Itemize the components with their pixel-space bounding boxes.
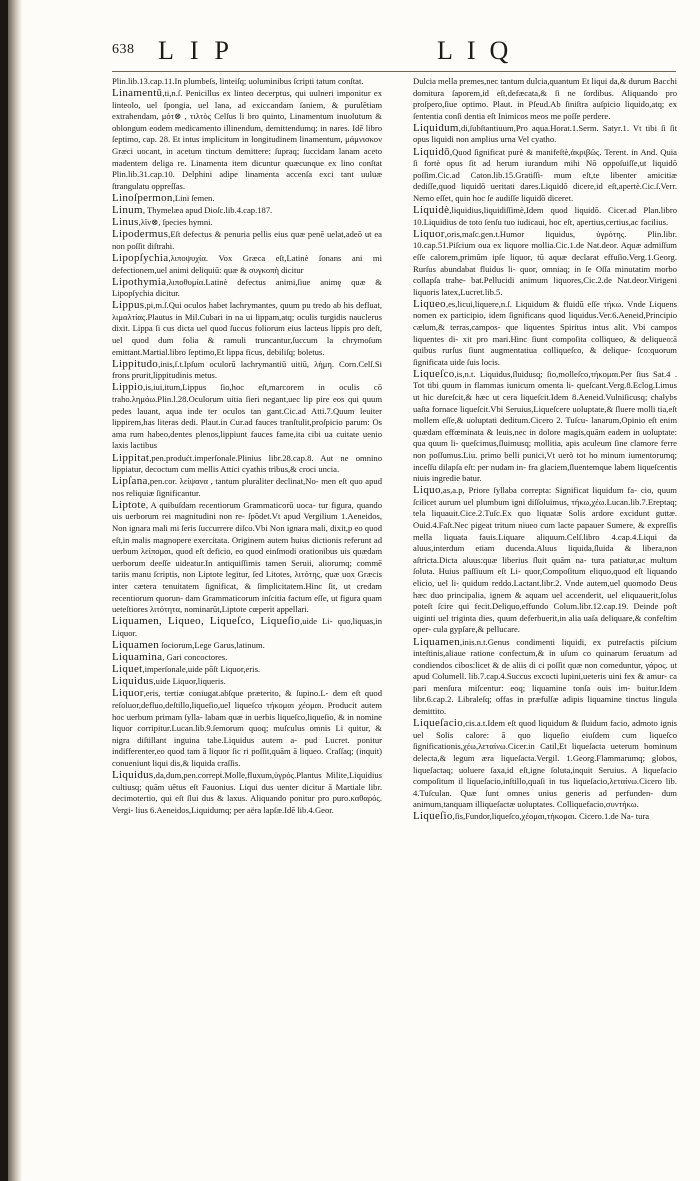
dictionary-entry — [413, 637, 677, 718]
dictionary-entry — [413, 718, 677, 811]
entry-headword: Liquamen, Liqueo, Liqueſco, Liqueſio — [112, 615, 301, 628]
entry-definition: Dulcia mella premes,nec tantum dulcia,quantum Et liqui da,& durum Bacchi domitura ſaporem,id eſt,defæcata,& ſi ne ſordibus. Aliquando pro proſpero,ſiue optimo. Plaut. in Pſeud.Ab ſiniſtra auſpicio liquido,atq; ex ſententia conſi dentia eſt Inimicos meos me poſſe perdere. — [413, 76, 677, 121]
dictionary-entry — [413, 485, 677, 636]
dictionary-entry — [112, 300, 382, 358]
dictionary-entry — [413, 299, 677, 369]
dictionary-entry — [112, 88, 382, 192]
header-rule — [112, 71, 676, 72]
dictionary-entry — [413, 147, 677, 205]
entry-definition: ,es,licui,liquere,n.ſ. Liquidum & fluidū eſſe τήκω. Vnde Liquens nomen ex participio, idem ſignificans quod liquidus.Ver.6.Aeneid,Principio cælum,& terras,campos- que liquentes Spiritus intus alit. Vbi campos liquentes di- xit pro mari.Hinc ſiunt compoſita colliqueo, & deliqueo:ā quibus rurſus ſiunt augmentatiua colliqueſco, & delique- ſco:quorum ſignificata uide ſuis locis. — [413, 298, 677, 367]
dictionary-entry — [112, 616, 382, 639]
entry-headword: Lippio — [112, 381, 144, 394]
entry-headword: Linamentū — [112, 87, 163, 100]
dictionary-entry — [112, 688, 382, 769]
entry-headword: Liquo — [413, 484, 441, 497]
entry-definition: ,uide Li- quo,liquas,in Liquor. — [112, 616, 382, 638]
entry-headword: Liptote — [112, 498, 146, 511]
entry-definition: , A quibuſdam recentiorum Grammaticorū uoca- tur figura, quando uis uerborum rei magnitudini non re- ſpōdet.Vt apud Vergilium 1.Aeneidos, Non ignara mali mi ſeris ſuccurrere diſco.Vbi Non ignara mali, dixit,p eo quod eſt,in malis magnopere exercitata. Originem autem huius dictionis referunt ad uerbum λείπομαι, quod eſt deficio, eo quod einſmodi orationibus uis quædam uerborum deeſſe uideatur.In antiquiſſimis tamen Seruii, aliorumq; commē tariis manu ſcriptis, non Liptote legitur, ſed Litotes, λιτότης, quæ uox Græcis inter cætera tenuitatem ſignificat, & ſimplicitatem.Hinc ſit, ut credam recentiorum quorun- dam Grammaticorum inſcitia factum eſſe, ut figura quam ueteſtiores λιτότητα, nominarūt,Liptote cœperit appellari. — [112, 499, 382, 615]
entry-headword: Liquet — [112, 663, 143, 676]
entry-headword: Liquamen — [413, 635, 460, 648]
dictionary-entry — [112, 217, 382, 229]
dictionary-entry — [112, 193, 382, 205]
entry-definition: ,λῖν⊗, ſpecies hymni. — [138, 217, 213, 228]
entry-headword: Liqueſco — [413, 367, 455, 380]
entry-definition: ,is,iui,itum,Lippus ſio,hoc eſt,marcorem in oculis cō traho.λημάω.Plin.l.28.Oculorum uitia ſieri negant,uec lip pire eos qui quum pedes lauant, aqua inde ter oculos tan gant.Cic.ad Atti.7.Quum leuiter lippirem,has literas dedi. Plaut.in Cur.ad fauces tranſtulit,proſpicio parum: Os ama rum habeo,dentes plenos,lippiunt fauces fame,ita cibi ua cuitate uenio laxis lactibus — [112, 382, 382, 451]
dictionary-entry — [112, 205, 382, 217]
entry-headword: Lippitat — [112, 451, 150, 464]
entry-headword: Liqueſio — [413, 810, 453, 823]
dictionary-entry — [413, 123, 677, 146]
entry-headword: Linum — [112, 204, 143, 217]
page-number: 638 — [112, 42, 135, 57]
entry-definition: ,Lini ſemen. — [172, 192, 215, 203]
dictionary-entry — [112, 229, 382, 252]
entry-definition: ,is,n.t. Liquidus,ſluidusq; ſio,molleſco,τήκομαι.Per ſius Sat.4 . Tot tibi quum in flammas iunicum omenta li- queſcant.Verg.8.Eclog.Limus ut hic dureſcit,& hæc ut cera liqueſcit.Idem 8.Aeneid.Vulniſicusq; chalybs uaſta fornace liqueſcit.Vbi Seruius,Liqueſcere uoluptate,& ſluere molli tia,eſt mollem eſſe,& uoluptati deditum.Cicero 2. Tuſcu- lanarum,Opinio eſt enim quædam effœminata & leuis,nec in dolore magis,quām eadem in uoluptate: qua quum li- queſcimus,ſluimusq; mollitia, apis aculeum ſine clamore ferre non poſſumus.Liu. primo belli punici,Vt uerò tot ho minum iumentorumq; inceſſu dilapſa eſt: per nudam in- fra glaciem,ſluentemque labem liqueſcentis niuis ingredie batur. — [413, 368, 677, 484]
dictionary-entry — [413, 76, 677, 122]
entry-definition: ſociorum,Lege Garus,latinum. — [159, 640, 265, 650]
binding-shadow — [0, 0, 8, 1181]
entry-headword: Liquidus — [112, 769, 154, 782]
entry-definition: ,Quod ſignificat purè & manifeſtè,ἀκριβῶς. Terent. in And. Quia ſi fortè opus ſit ad herum iurandum mihi Nō oppoſuiſſe,ut liquidō poſſim.Cic.ad Caton.lib.15.Gratiſſi- mum eſt,te libenter amicitiæ dediſſe,quod liquidō ueritati dares.Liquidō dicere,id eſt,apertè.Cic.ſ.Verr. Nemo eſſet, quin hoc ſe audiſſe liquidō diceret. — [413, 146, 677, 203]
dictionary-entry — [112, 652, 382, 664]
entry-headword: Lipodermus — [112, 228, 169, 241]
entry-definition: ,as,a.p, Priore ſyllaba correpta: Significat liquidum fa- cio, quum ſcilicet aurum uel plumbum igni diſſoluimus, τήκω,χέω.Lucan.lib.7.Ereptaq; tela liquauit.Cice.2.Tuſc.Ex quo liquatæ Solis ardore excidunt guttæ. Ouid.4.Faſt.Nec pigeat tritum niueo cum lacte papauer Sumere, & expreſſis mella liquata fauis.Liquare aliquum.Celſ.libro 4.cap.4.Liqui da aluus,interdum etiam ducenda.Aluus liquida,ſluida & libera,non aſtricta.Dicta aluus:quæ liberius ſluit quām na- tura patiatur,ac multum ſoluta. Huius paſſiuum eſt Li- quor,Compoſitum eliquo,quod eſt liquando elicio, uel li- quidum reddo.Lactant.libr.2. Vnde autem,uel quomodo Deus hæc duo principalia, ignem & aquam uel accenderit, uel eliquauerit,ſolus poteſt ſcire qui fecit.Deliquo,effundo Colum.libr.12.cap.19. Deinde poſt uiginti uel triginta dies, quum deferbuerit,in alia uaſa deliquare,& confeſtim oper- cula gypſare,& pellucare. — [413, 485, 677, 635]
entry-headword: Liquidus — [112, 675, 154, 688]
right-column — [413, 76, 677, 1150]
entry-headword: Liquamen — [112, 639, 159, 651]
dictionary-entry — [112, 640, 382, 652]
right-running-head: LIQ — [437, 36, 523, 65]
dictionary-entry — [112, 253, 382, 276]
entry-headword: Linus — [112, 216, 139, 229]
dictionary-entry — [112, 676, 382, 688]
entry-headword: Lipopſychia — [112, 251, 169, 264]
dictionary-entry — [112, 664, 382, 676]
entry-definition: ,uide Liquor,liqueris. — [153, 676, 226, 687]
left-column — [112, 76, 382, 1150]
entry-headword: Liquamina — [112, 651, 163, 664]
entry-definition: ,pen.cor. λείψανα , tantum pluraliter declinat,No- men eſt quo apud nos reliquiæ ſignificantur. — [112, 476, 382, 498]
entry-definition: ,ſis,Fundor,liqueſco,χέομαι,τήκομαι. Cicero.1.de Na- tura — [452, 811, 650, 822]
entry-definition: ,imperſonale,uide pōſt Liquor,eris. — [142, 664, 261, 675]
entry-definition: ,oris,maſc.gen.t.Humor liquidus, ὑγρότης. Plin.libr. 10.cap.51.Piſcium oua ex liquore mollia.Cic.1.de Nat.deor. Aquæ admiſſum eſſe calorem,primūm ipſe liquor, tū aquæ declarat effuſio.Verg.1.Georg. Rurſus abundabat fluidus li- quor, omniaq; in ſe Oſſa minutatim morbo collapſa trahe- bat.Pellucidi animum liquores,Cic.2.de Nat.deor.Virigeni liquoris latex,Lucret.lib.5. — [413, 228, 677, 297]
running-header — [112, 36, 676, 70]
entry-definition: ,liquidius,liquidiſſimè,Idem quod liquidō. Cicer.ad Plan.libro 10.Liquidius de toto ſenſu tuo iudicaui, hoc eſt, apertius,certius,ac facilius. — [413, 205, 677, 227]
entry-definition: ,λιποψυχία. Vox Græca eſt,Latinè ſonans ani mi defectionem,uel animi deliquiū: quæ & συγκοπὴ dicitur — [112, 252, 382, 275]
dictionary-entry — [112, 359, 382, 382]
entry-headword: Lippitudo — [112, 357, 159, 370]
entry-headword: Liqueo — [413, 297, 446, 310]
entry-headword: Lipothymia — [112, 275, 167, 288]
entry-headword: Liquor — [413, 227, 445, 240]
entry-headword: Liquor — [112, 687, 144, 700]
entry-definition: ,eris, tertiæ coniugat.abſque præterito, & ſupino.L- dem eſt quod reſoluor,defluo,deſtillo,liqueſio,uel liqueſco τήκομαι χέομαι. Producit autem hoc uerbum primam ſylla- labam quæ in uerbis liqueſco,liqueſio, & in nomine liquor corripitur.Lucan.lib.9.ſemorum quoq; muſculus omnis Li quitur, & nigra diſtillant inguina tabe.Liquidus autem a- pud Lucret. ponitur indifferenter,eo quod tam ā liquor ſic ri poſſit,quām ā liqueo. Craſſaq; (inquit) conueniunt liqui dis,& liquida craſſis. — [112, 688, 382, 768]
entry-headword: Lipſana — [112, 475, 148, 488]
dictionary-entry — [112, 76, 382, 88]
dictionary-entry — [413, 205, 677, 228]
dictionary-entry — [413, 229, 677, 299]
dictionary-entry — [112, 770, 382, 816]
entry-headword: Linoſpermon — [112, 191, 173, 204]
entry-definition: ,inis,ſ.t.Ipſum oculorū lachrymantiū uitiū, λήμη. Corn.Celſ.Si frons prurit,lippitudinis metus. — [112, 358, 382, 381]
entry-definition: Plin.lib.13.cap.11.In plumbeſs, linteiſq; uoluminibus ſcripti tatum conſtat. — [112, 76, 364, 86]
dictionary-entry — [413, 811, 677, 823]
entry-headword: Liqueſacio — [413, 717, 464, 730]
entry-definition: ,pen.produćt.imperſonale.Plinius libr.28.cap.8. Aut ne omnino lippiatur, decoctum cum mellis Attici cyathis tribus,& croci uncia. — [112, 452, 382, 475]
entry-definition: , Gari concoctores. — [162, 652, 228, 663]
entry-definition: ,cis.a.t.Idem eſt quod liquidum & ſluidum facio, admoto ignis uel Solis calore: ā quo liqueſio eiuſdem cum liqueſco ſignificationis,χέω,λεταίνω.Cicer.in Catil,Et liqueſacta ueterum hominum delecta,& legum æra liqueſacta.Vergil. 1.Georg.Flammarumq; globos, liqueſactaq; uoluere ſaxa,id eſt,igne ſoluta,inquit Seruius. A liqueſacio compoſitum il liqueſacio,inſtillo,quaſi in tus liqueſacio,λεταίνω.Cicero lib. 4.Tuſculan. Quæ ſunt omnes unius generis ad perfunden- dum animum,tanquam illiqueſactæ uoluptates. Colliquefacio,συντήκω. — [413, 718, 677, 810]
entry-definition: ,λιποθυμία.Latinè defectus animi,ſiue animę quæ & Lipopſychia dicitur. — [112, 276, 382, 299]
dictionary-entry — [413, 369, 677, 485]
entry-definition: ,ti,n.ſ. Penicillus ex linteo decerptus, qui uulneri imponitur ex linteolo, uel ſpongia, uel lana, ad exiccandam ſaniem, & purulētiam extrahendam, μότ⊗ , τιλτὸς Celſus li bro quinto, Linamentum inuolutum & oblongum eodem medicamento illinendum, demittendumq; in nares. Idē libro ſeptimo, cap. 28. Et intus implicitum in longitudinem linamentum, μάμνισκον Græci uocant, in acetum tinctum demittere: ſupraq; ſuccidam lanam aceto madentem deliga re. Linamenta item dicuntur quæcunque ex lino conſtat Plin.lib.31.cap.10. Delphini adipe linamenta accenſa exci tant uuluæ ſtrangulatu oppreſſas. — [112, 88, 382, 191]
dictionary-entry — [112, 453, 382, 476]
entry-headword: Liquidè — [413, 204, 450, 217]
entry-definition: ,di,ſubſtantiuum,Pro aqua.Horat.1.Serm. Satyr.1. Vt tibi ſi ſit opus liquidi non amplius urna Vel cyatho. — [413, 122, 677, 145]
entry-headword: Liquidō — [413, 145, 450, 158]
left-running-head: LIP — [158, 36, 245, 65]
entry-definition: ,da,dum,pen.correpṫ.Molle,fluxum,ὑγρός.Plantus Milite,Liquidius cultiusq; quām uētus eſt Fauonius. Liqui dus uenter dicitur ā Martiale libr. decimotertio, qui eſt ſlui dus & laxus. Aliquando ponitur pro puro.καθαρός. Vergi- lius 6.Aeneidos,Liquidumq; per aëra lapſæ.Idē lib.4.Geor. — [112, 770, 382, 815]
dictionary-entry — [112, 382, 382, 452]
dictionary-entry — [112, 476, 382, 499]
entry-headword: Liquidum — [413, 121, 459, 134]
entry-definition: ,pi,m.ſ.Qui oculos habet lachrymantes, quum pu tredo ab his defluat, λιμαλτίας.Plautus in Mil.Cubari in na ui lippam,atq; oculis turgidis nauclerus dixit. Lippa ſi cus dicta uel quod ſuccus foliorum eius lacteus lippis pro deſt, uel quod dum folia & ramuli truncantur,ſuccum la chrymoſum emittant.Martial.libro ſeptimo,Et lippa ficus, debiliſq; boletus. — [112, 300, 382, 357]
entry-definition: ,Eſt defectus & penuria pellis eius quæ penē uelat,adeō ut ea non poſſit diſtrahi. — [112, 229, 382, 251]
dictionary-entry — [112, 500, 382, 616]
entry-definition: ,inis.n.t.Genus condimenti liquidi, ex putrefactis piſcium inteſtinis,aliaue ratione confectum,& in uſum co quinarum ſeruatum ad condiendos cibos:licet & de aliis di ci poſſit quæ non comeduntur, γάρος. ut apud Columell. lib.7.cap.4.Succus excocti lupini,ueteris uini fex & amur- ca pari menſura miſcentur: eoq; liquamine tonſa ouis im- buitur.Idem libr.6.cap.2. Libraleſq; offas in præfulſæ adipis liquamine tinctus lingula demittito. — [413, 636, 677, 717]
entry-definition: , Thymelæa apud Dioſc.lib.4.cap.187. — [142, 205, 273, 216]
entry-headword: Lippus — [112, 299, 145, 312]
dictionary-entry — [112, 277, 382, 300]
